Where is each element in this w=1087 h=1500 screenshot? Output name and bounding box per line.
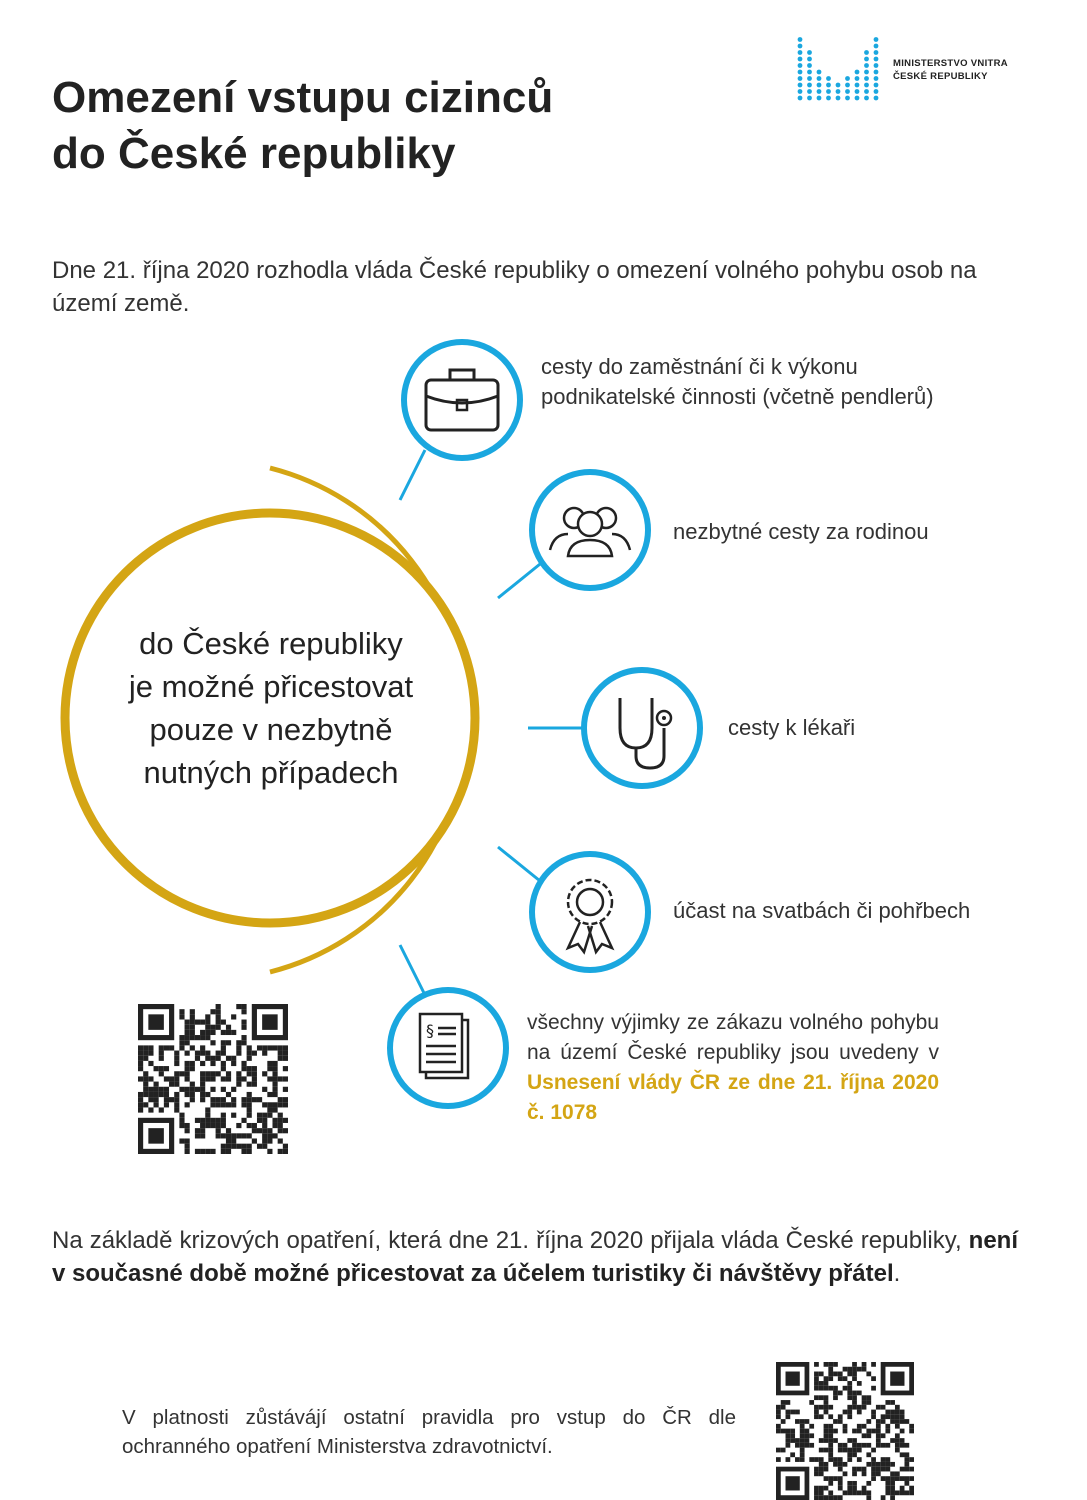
exceptions-text: všechny výjimky ze zákazu volného pohybu na území České republiky jsou uvedeny v Usnesení vlády ČR ze dne 21. října 2020 č. 1078 — [527, 1011, 939, 1124]
item-work-travel: cesty do zaměstnání či k výkonu podnikatelské činnosti (včetně pendlerů) — [541, 354, 934, 409]
ministry-logo — [795, 35, 1035, 105]
item-family-travel: nezbytné cesty za rodinou — [673, 519, 929, 544]
connector-line — [400, 450, 425, 500]
footer-note: V platnosti zůstávájí ostatní pravidla pro vstup do ČR dle ochranného opatření Ministerstva zdravotnictví. — [122, 1406, 736, 1458]
intro-paragraph: Dne 21. října 2020 rozhodla vláda České republiky o omezení volného pohybu osob na území země. — [52, 257, 977, 317]
bottom-paragraph: Na základě krizových opatření, která dne 21. října 2020 přijala vláda České republiky, není v současné době možné přicestovat za účelem turistiky či návštěvy přátel. — [52, 1227, 1018, 1287]
stethoscope-icon — [584, 670, 700, 786]
connector-line — [400, 945, 425, 995]
briefcase-icon — [404, 342, 520, 458]
connector-line — [498, 847, 545, 885]
logo-line1: MINISTERSTVO VNITRA — [893, 58, 1008, 69]
item-doctor-travel: cesty k lékaři — [728, 715, 856, 740]
rosette-icon — [532, 854, 648, 970]
item-weddings-funerals: účast na svatbách či pohřbech — [673, 898, 971, 923]
center-statement: do České republiky je možné přicestovat pouze v nezbytně nutných případech — [128, 626, 414, 790]
family-icon — [532, 472, 648, 588]
page-title: Omezení vstupu cizinců do České republiky — [52, 73, 554, 178]
connector-line — [498, 560, 545, 598]
qr-code-health-ministry[interactable] — [776, 1362, 914, 1500]
legal-document-icon — [390, 990, 506, 1106]
svg-text:§: § — [426, 1021, 434, 1040]
resolution-link[interactable]: Usnesení vlády ČR ze dne 21. října 2020 č. 1078 — [527, 1071, 939, 1124]
ministry-logo-icon — [795, 35, 887, 103]
bottom-emphasis: není v současné době možné přicestovat za účelem turistiky či návštěvy přátel — [52, 1227, 1018, 1287]
logo-line2: ČESKÉ REPUBLIKY — [893, 71, 988, 82]
qr-code-resolution[interactable] — [138, 1004, 288, 1154]
